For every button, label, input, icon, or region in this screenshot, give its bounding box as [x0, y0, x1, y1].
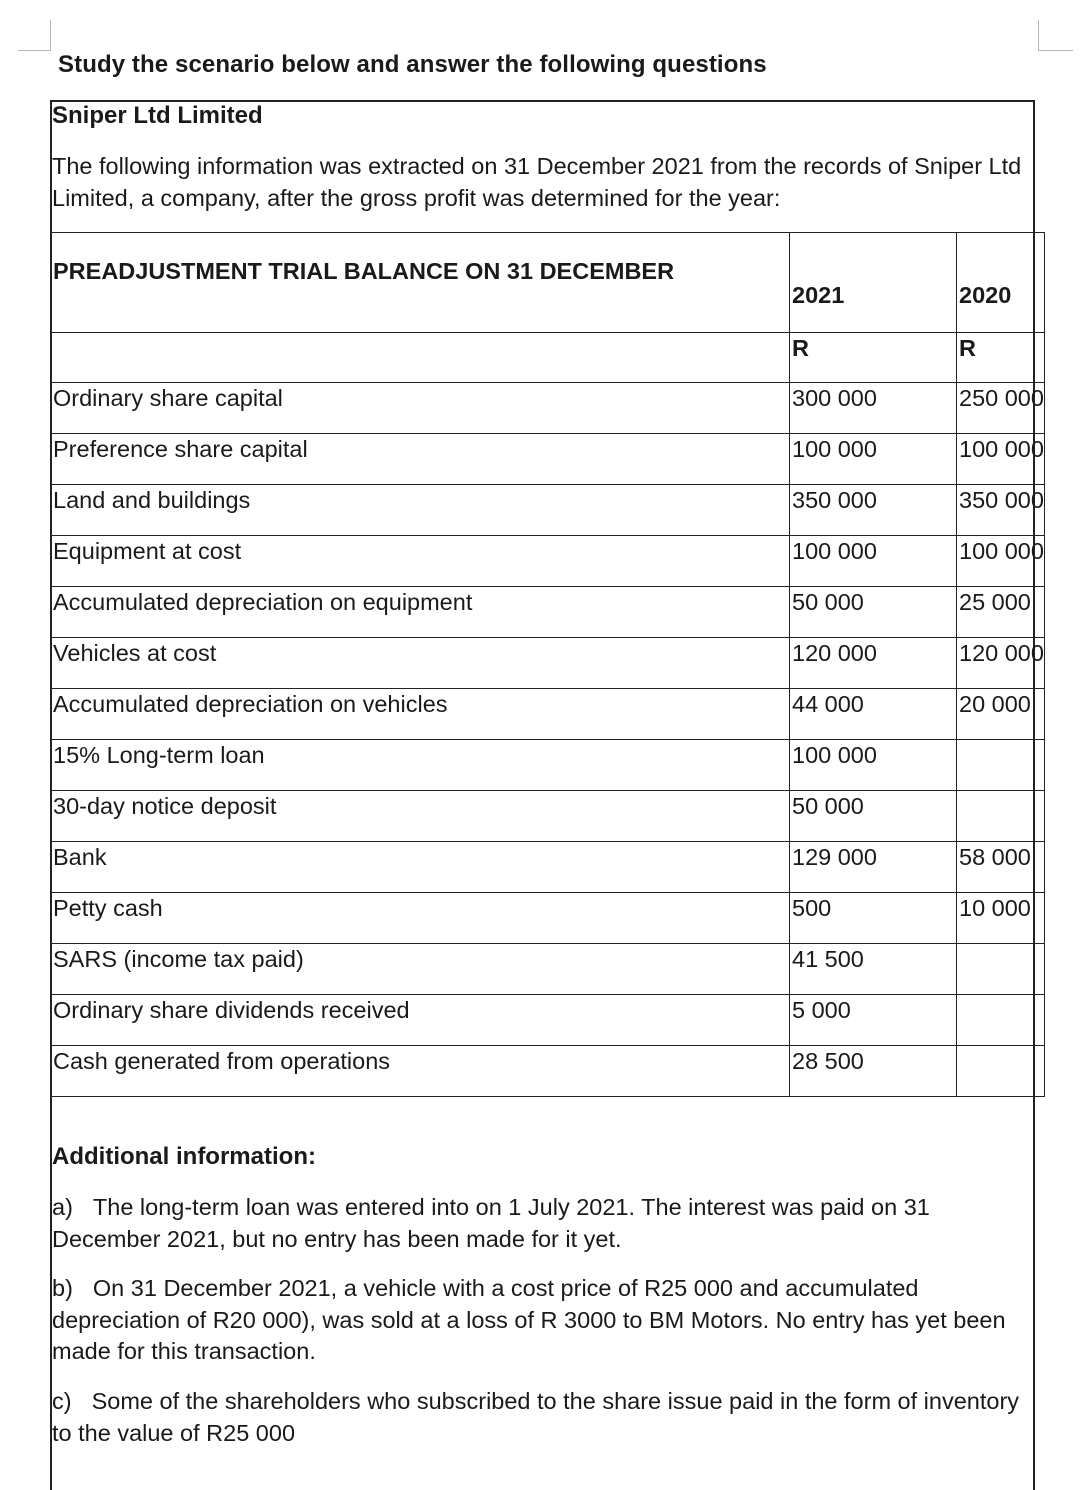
row-label: Petty cash — [51, 893, 790, 944]
row-label: Accumulated depreciation on vehicles — [51, 689, 790, 740]
table-row — [51, 383, 1045, 434]
value-2020: 100 000 — [957, 536, 1045, 587]
value-2021: 100 000 — [790, 740, 957, 791]
value-2021: 500 — [790, 893, 957, 944]
value-2021: 44 000 — [790, 689, 957, 740]
value-2021: 129 000 — [790, 842, 957, 893]
value-2021: 50 000 — [790, 791, 957, 842]
page-heading: Study the scenario below and answer the following questions — [58, 51, 767, 78]
currency-2020: R — [957, 333, 1045, 383]
row-label: Land and buildings — [51, 485, 790, 536]
row-label: Ordinary share dividends received — [51, 995, 790, 1046]
value-2021: 5 000 — [790, 995, 957, 1046]
table-row — [51, 1046, 1045, 1097]
note-b-label: b) — [52, 1275, 73, 1301]
row-label: 30-day notice deposit — [51, 791, 790, 842]
value-2020 — [957, 740, 1045, 791]
note-a-text: The long-term loan was entered into on 1 July 2021. The interest was paid on 31 December 2021, but no entry has been made for it yet. — [52, 1194, 930, 1252]
company-name: Sniper Ltd Limited — [52, 102, 263, 129]
crop-mark-top-right — [1038, 20, 1073, 51]
currency-row — [51, 333, 1045, 383]
row-label: Equipment at cost — [51, 536, 790, 587]
row-label: Accumulated depreciation on equipment — [51, 587, 790, 638]
table-row — [51, 587, 1045, 638]
table-row — [51, 944, 1045, 995]
value-2021: 350 000 — [790, 485, 957, 536]
currency-2021: R — [790, 333, 957, 383]
row-label: Vehicles at cost — [51, 638, 790, 689]
value-2020 — [957, 944, 1045, 995]
row-label: Cash generated from operations — [51, 1046, 790, 1097]
table-row — [51, 434, 1045, 485]
value-2020: 250 000 — [957, 383, 1045, 434]
table-row — [51, 740, 1045, 791]
table-row — [51, 995, 1045, 1046]
value-2021: 100 000 — [790, 434, 957, 485]
value-2020: 58 000 — [957, 842, 1045, 893]
column-header-2020: 2020 — [957, 233, 1045, 333]
table-row — [51, 893, 1045, 944]
table-header-row — [51, 233, 1045, 333]
table-title: PREADJUSTMENT TRIAL BALANCE ON 31 DECEMBER — [51, 233, 790, 333]
note-a-label: a) — [52, 1194, 73, 1220]
row-label: Ordinary share capital — [51, 383, 790, 434]
value-2021: 100 000 — [790, 536, 957, 587]
note-c-label: c) — [52, 1388, 72, 1414]
value-2020: 350 000 — [957, 485, 1045, 536]
value-2020 — [957, 791, 1045, 842]
value-2021: 120 000 — [790, 638, 957, 689]
value-2021: 41 500 — [790, 944, 957, 995]
trial-balance-table — [50, 232, 1045, 1097]
value-2021: 300 000 — [790, 383, 957, 434]
table-row — [51, 791, 1045, 842]
value-2020: 10 000 — [957, 893, 1045, 944]
value-2021: 50 000 — [790, 587, 957, 638]
value-2020: 20 000 — [957, 689, 1045, 740]
row-label: SARS (income tax paid) — [51, 944, 790, 995]
table-row — [51, 842, 1045, 893]
value-2020: 100 000 — [957, 434, 1045, 485]
note-b — [52, 1273, 1030, 1368]
intro-paragraph: The following information was extracted on 31 December 2021 from the records of Sniper Ltd Limited, a company, after the gross profit was determined for the year: — [52, 153, 1022, 211]
table-row — [51, 536, 1045, 587]
note-a — [52, 1192, 1030, 1255]
note-c-text: Some of the shareholders who subscribed to the share issue paid in the form of inventory to the value of R25 000 — [52, 1388, 1020, 1446]
value-2021: 28 500 — [790, 1046, 957, 1097]
currency-row-label — [51, 333, 790, 383]
row-label: Bank — [51, 842, 790, 893]
table-row — [51, 638, 1045, 689]
table-row — [51, 485, 1045, 536]
additional-info-title: Additional information: — [52, 1143, 316, 1170]
column-header-2021: 2021 — [790, 233, 957, 333]
note-c — [52, 1386, 1030, 1449]
row-label: 15% Long-term loan — [51, 740, 790, 791]
value-2020: 120 000 — [957, 638, 1045, 689]
row-label: Preference share capital — [51, 434, 790, 485]
crop-mark-top-left — [18, 20, 51, 51]
value-2020 — [957, 1046, 1045, 1097]
note-b-text: On 31 December 2021, a vehicle with a cost price of R25 000 and accumulated depreciation of R20 000), was sold at a loss of R 3000 to BM Motors. No entry has yet been made for this transaction. — [52, 1275, 1006, 1364]
value-2020 — [957, 995, 1045, 1046]
value-2020: 25 000 — [957, 587, 1045, 638]
table-row — [51, 689, 1045, 740]
